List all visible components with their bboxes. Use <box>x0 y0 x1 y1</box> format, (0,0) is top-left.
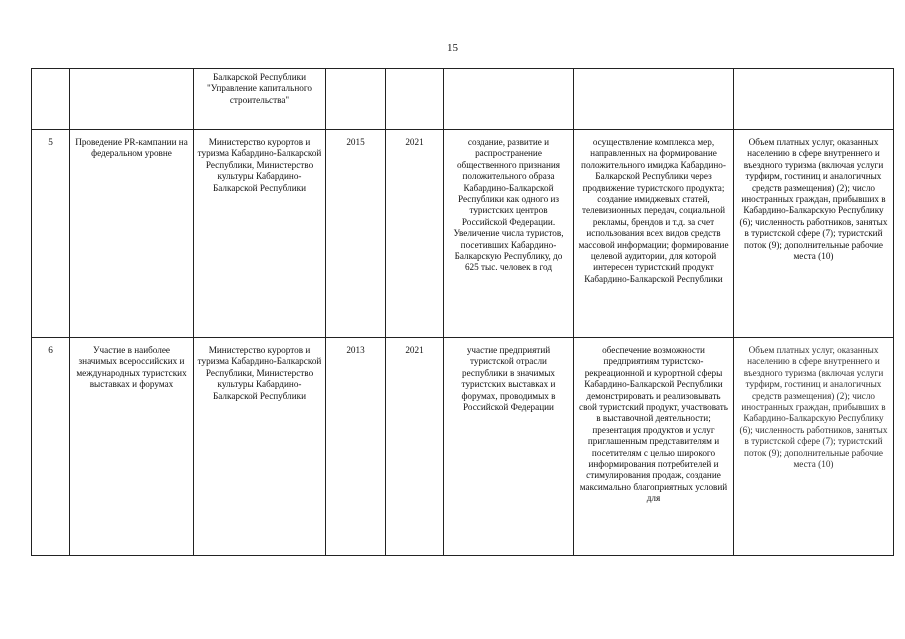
cell-start-year <box>326 69 386 130</box>
cell-event: Участие в наиболее значимых всероссийских и международных туристских выставках и форумах <box>70 338 194 556</box>
cell-number: 6 <box>32 338 70 556</box>
cell-expected-result: участие предприятий туристской отрасли республики в значимых туристских выставках и форумах, проводимых в Российской Федерации <box>444 338 574 556</box>
cell-start-year: 2015 <box>326 130 386 338</box>
cell-content: обеспечение возможности предприятиям туристско-рекреационной и курортной сферы Кабардино-Балкарской Республики демонстрировать и реализовывать свой туристский продукт, участвовать в выставочной деятельности; презентация продуктов и услуг приглашенным представителям и посетителям с целью широкого информирования потребителей и стимулирования продаж, создание максимально благоприятных условий для <box>574 338 734 556</box>
cell-expected-result: создание, развитие и распространение общественного признания положительного образа Кабардино-Балкарской Республики как одного из туристских центров Российской Федерации. Увеличение числа туристов, посетивших Кабардино-Балкарскую Республику, до 625 тыс. человек в год <box>444 130 574 338</box>
cell-end-year: 2021 <box>386 338 444 556</box>
cell-indicators <box>734 69 894 130</box>
table-row <box>32 130 894 338</box>
table-row <box>32 338 894 556</box>
measures-table <box>31 68 894 556</box>
cell-end-year <box>386 69 444 130</box>
cell-number: 5 <box>32 130 70 338</box>
cell-number <box>32 69 70 130</box>
table-row-continuation <box>32 69 894 130</box>
cell-event: Проведение PR-кампании на федеральном уровне <box>70 130 194 338</box>
cell-expected-result <box>444 69 574 130</box>
cell-content <box>574 69 734 130</box>
cell-executor: Министерство курортов и туризма Кабардино-Балкарской Республики, Министерство культуры Кабардино-Балкарской Республики <box>194 130 326 338</box>
cell-executor: Министерство курортов и туризма Кабардино-Балкарской Республики, Министерство культуры Кабардино-Балкарской Республики <box>194 338 326 556</box>
cell-end-year: 2021 <box>386 130 444 338</box>
cell-content: осуществление комплекса мер, направленных на формирование положительного имиджа Кабардино-Балкарской Республики через продвижение туристского продукта; создание имиджевых статей, телевизионных передач, социальной рекламы, брендов и т.д. за счет использования всех видов средств массовой информации; формирование целевой аудитории, для которой интересен туристский продукт Кабардино-Балкарской Республики <box>574 130 734 338</box>
cell-indicators: Объем платных услуг, оказанных населению в сфере внутреннего и въездного туризма (включая услуги турфирм, гостиниц и аналогичных средств размещения) (2); число иностранных граждан, прибывших в Кабардино-Балкарскую Республику (6); численность работников, занятых в туристской сфере (7); туристский поток (9); дополнительные рабочие места (10) <box>734 130 894 338</box>
page-number: 15 <box>447 42 458 54</box>
cell-executor: Балкарской Республики "Управление капитального строительства" <box>194 69 326 130</box>
cell-start-year: 2013 <box>326 338 386 556</box>
cell-indicators: Объем платных услуг, оказанных населению в сфере внутреннего и въездного туризма (включая услуги турфирм, гостиниц и аналогичных средств размещения) (2); число иностранных граждан, прибывших в Кабардино-Балкарскую Республику (6); численность работников, занятых в туристской сфере (7); туристский поток (9); дополнительные рабочие места (10) <box>734 338 894 556</box>
cell-event <box>70 69 194 130</box>
